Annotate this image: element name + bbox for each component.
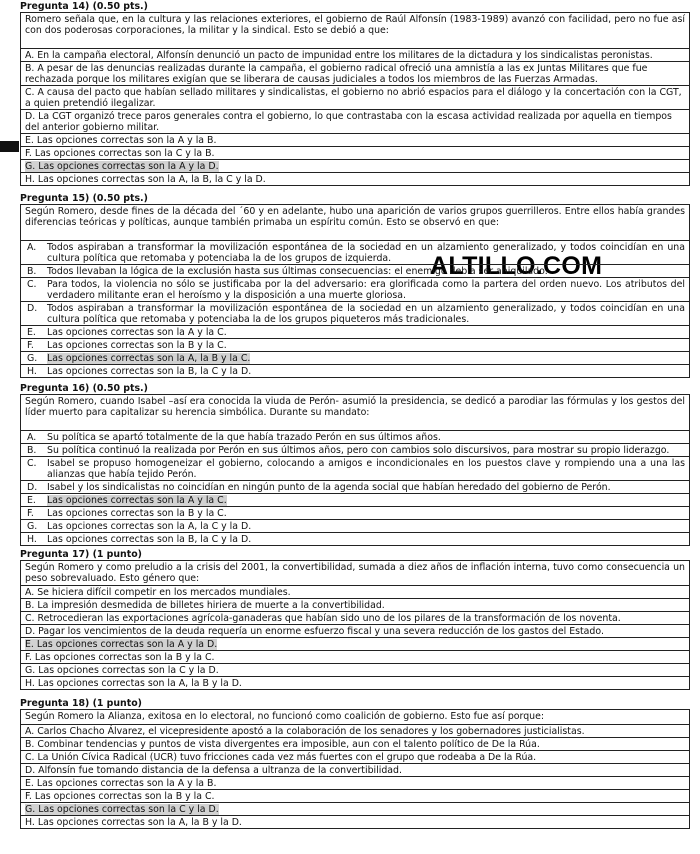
question-box bbox=[20, 12, 690, 186]
answer-option[interactable] bbox=[21, 146, 689, 159]
answer-option[interactable] bbox=[21, 133, 689, 146]
option-text: E. Las opciones correctas son la A y la B. bbox=[25, 135, 217, 146]
option-text: G. Las opciones correctas son la A y la D. bbox=[25, 161, 219, 172]
answer-option[interactable] bbox=[21, 624, 689, 637]
option-text: D. Alfonsín fue tomando distancia de la defensa a ultranza de la convertibilidad. bbox=[25, 765, 402, 776]
option-letter: E. bbox=[27, 495, 36, 506]
question-header: Pregunta 18) (1 punto) bbox=[20, 698, 142, 709]
option-text: A. Se hiciera difícil competir en los mercados mundiales. bbox=[25, 587, 291, 598]
answer-option[interactable] bbox=[21, 789, 689, 802]
option-text: A. En la campaña electoral, Alfonsín denunció un pacto de impunidad entre los militares de la dictadura y los sindicalistas peronistas. bbox=[25, 50, 653, 61]
answer-option[interactable] bbox=[21, 815, 689, 828]
question-box bbox=[20, 204, 690, 378]
answer-option[interactable] bbox=[21, 650, 689, 663]
option-text: Las opciones correctas son la B y la C. bbox=[47, 340, 227, 351]
option-text: Las opciones correctas son la A, la B y la C. bbox=[47, 353, 251, 364]
answer-option[interactable] bbox=[21, 240, 689, 264]
option-letter: D. bbox=[27, 482, 38, 493]
answer-option[interactable] bbox=[21, 301, 689, 325]
answer-option[interactable] bbox=[21, 159, 689, 172]
answer-option[interactable] bbox=[21, 676, 689, 689]
answer-option[interactable] bbox=[21, 519, 689, 532]
answer-option[interactable] bbox=[21, 585, 689, 598]
option-text: Para todos, la violencia no sólo se justificaba por la del adversario: era glorificada como la partera del orden nuevo. Los atributos del verdadero militante eran el heroísmo y la disposición a una muerte gloriosa. bbox=[47, 279, 685, 301]
option-text: B. Combinar tendencias y puntos de vista divergentes era imposible, aun con el talento político de De la Rúa. bbox=[25, 739, 540, 750]
option-letter: C. bbox=[27, 279, 37, 290]
answer-option[interactable] bbox=[21, 264, 689, 277]
answer-option[interactable] bbox=[21, 480, 689, 493]
option-letter: A. bbox=[27, 242, 37, 253]
option-letter: D. bbox=[27, 303, 38, 314]
answer-option[interactable] bbox=[21, 456, 689, 480]
option-text: Las opciones correctas son la B, la C y la D. bbox=[47, 534, 252, 545]
answer-option[interactable] bbox=[21, 364, 689, 377]
answer-option[interactable] bbox=[21, 493, 689, 506]
option-letter: B. bbox=[27, 445, 37, 456]
question-stem: Según Romero y como preludio a la crisis del 2001, la convertibilidad, sumada a diez años de inflación interna, tuvo como consecuencia un peso sobrevaluado. Esto género que: bbox=[25, 562, 685, 585]
option-text: F. Las opciones correctas son la C y la B. bbox=[25, 148, 215, 159]
option-text: H. Las opciones correctas son la A, la B, la C y la D. bbox=[25, 174, 266, 185]
option-text: H. Las opciones correctas son la A, la B y la D. bbox=[25, 817, 242, 828]
answer-option[interactable] bbox=[21, 430, 689, 443]
option-letter: A. bbox=[27, 432, 37, 443]
option-text: Las opciones correctas son la A y la C. bbox=[47, 327, 227, 338]
option-letter: H. bbox=[27, 534, 37, 545]
option-text: Todos aspiraban a transformar la movilización espontánea de la sociedad en un alzamiento generalizado, y todos coincidían en una cultura política que retomaba y potenciaba la de los grupos piqueteros más tradicionales. bbox=[47, 303, 685, 325]
option-text: H. Las opciones correctas son la A, la B y la D. bbox=[25, 678, 242, 689]
answer-option[interactable] bbox=[21, 325, 689, 338]
option-letter: B. bbox=[27, 266, 37, 277]
option-text: C. Retrocedieran las exportaciones agrícola-ganaderas que habían sido uno de los pilares de la transformación de los noventa. bbox=[25, 613, 621, 624]
option-letter: E. bbox=[27, 327, 36, 338]
answer-option[interactable] bbox=[21, 637, 689, 650]
answer-option[interactable] bbox=[21, 85, 689, 109]
answer-option[interactable] bbox=[21, 776, 689, 789]
option-letter: G. bbox=[27, 521, 38, 532]
answer-option[interactable] bbox=[21, 172, 689, 185]
answer-option[interactable] bbox=[21, 611, 689, 624]
option-text: Las opciones correctas son la B y la C. bbox=[47, 508, 227, 519]
answer-option[interactable] bbox=[21, 443, 689, 456]
option-text: G. Las opciones correctas son la C y la D. bbox=[25, 665, 219, 676]
answer-option[interactable] bbox=[21, 750, 689, 763]
option-text: Todos llevaban la lógica de la exclusión hasta sus últimas consecuencias: el enemigo debía ser aniquilado. bbox=[47, 266, 548, 277]
option-letter: C. bbox=[27, 458, 37, 469]
option-text: C. La Unión Cívica Radical (UCR) tuvo fricciones cada vez más fuertes con el grupo que rodeaba a De la Rúa. bbox=[25, 752, 537, 763]
question-stem: Según Romero, desde fines de la década del ´60 y en adelante, hubo una aparición de varios grupos guerrilleros. Entre ellos había grandes diferencias teóricas y políticas, aunque también primaba un espíritu común. Esto se observó en que: bbox=[25, 206, 685, 229]
option-text: F. Las opciones correctas son la B y la C. bbox=[25, 652, 215, 663]
option-text: B. La impresión desmedida de billetes hiriera de muerte a la convertibilidad. bbox=[25, 600, 385, 611]
answer-option[interactable] bbox=[21, 506, 689, 519]
answer-option[interactable] bbox=[21, 277, 689, 301]
option-text: E. Las opciones correctas son la A y la B. bbox=[25, 778, 217, 789]
option-text: Isabel se propuso homogeneizar el gobierno, colocando a amigos e incondicionales en los puestos clave y rompiendo una a una las alianzas que había tejido Perón. bbox=[47, 458, 685, 480]
question-header: Pregunta 14) (0.50 pts.) bbox=[20, 1, 148, 12]
option-text: A. Carlos Chacho Álvarez, el vicepresidente apostó a la colaboración de los senadores y los gobernadores justicialistas. bbox=[25, 726, 585, 737]
option-text: E. Las opciones correctas son la A y la D. bbox=[25, 639, 218, 650]
question-header: Pregunta 15) (0.50 pts.) bbox=[20, 193, 148, 204]
question-stem: Según Romero la Alianza, exitosa en lo electoral, no funcionó como coalición de gobierno. Esto fue así porque: bbox=[25, 711, 545, 722]
option-letter: H. bbox=[27, 366, 37, 377]
option-text: Isabel y los sindicalistas no coincidían en ningún punto de la agenda social que habían heredado del gobierno de Perón. bbox=[47, 482, 611, 493]
answer-option[interactable] bbox=[21, 48, 689, 61]
question-box bbox=[20, 560, 690, 690]
option-letter: G. bbox=[27, 353, 38, 364]
option-text: D. Pagar los vencimientos de la deuda requería un enorme esfuerzo fiscal y una severa reducción de los gastos del Estado. bbox=[25, 626, 604, 637]
watermark: ALTILLO.COM bbox=[430, 252, 603, 280]
question-header: Pregunta 17) (1 punto) bbox=[20, 549, 142, 560]
answer-option[interactable] bbox=[21, 663, 689, 676]
question-box bbox=[20, 394, 690, 546]
option-text: G. Las opciones correctas son la C y la D. bbox=[25, 804, 219, 815]
answer-option[interactable] bbox=[21, 338, 689, 351]
option-text: Las opciones correctas son la B, la C y la D. bbox=[47, 366, 252, 377]
answer-option[interactable] bbox=[21, 61, 689, 85]
answer-option[interactable] bbox=[21, 351, 689, 364]
margin-mark bbox=[0, 141, 19, 152]
option-text: C. A causa del pacto que habían sellado militares y sindicalistas, el gobierno no abrió espacios para el diálogo y la concertación con la CGT, a quien pretendió ilegalizar. bbox=[25, 87, 682, 109]
answer-option[interactable] bbox=[21, 724, 689, 737]
question-header: Pregunta 16) (0.50 pts.) bbox=[20, 383, 148, 394]
option-text: D. La CGT organizó trece paros generales contra el gobierno, lo que contrastaba con la escasa actividad realizada por aquella en tiempos del anterior gobierno militar. bbox=[25, 111, 672, 133]
answer-option[interactable] bbox=[21, 109, 689, 133]
option-letter: F. bbox=[27, 508, 34, 519]
answer-option[interactable] bbox=[21, 737, 689, 750]
answer-option[interactable] bbox=[21, 802, 689, 815]
answer-option[interactable] bbox=[21, 763, 689, 776]
option-letter: F. bbox=[27, 340, 34, 351]
option-text: B. A pesar de las denuncias realizadas durante la campaña, el gobierno radical ofreció una amnistía a las ex Juntas Militares que fue rechazada porque los militares exigían que se liberara de causas judiciales a todos los miembros de las Fuerzas Armadas. bbox=[25, 63, 648, 85]
answer-option[interactable] bbox=[21, 598, 689, 611]
question-stem: Romero señala que, en la cultura y las relaciones exteriores, el gobierno de Raúl Alfonsín (1983-1989) avanzó con facilidad, pero no fue así con dos poderosas corporaciones, la militar y la sindical. Esto se debió a que: bbox=[25, 14, 685, 37]
option-text: Su política se apartó totalmente de la que había trazado Perón en sus últimos años. bbox=[47, 432, 441, 443]
question-box bbox=[20, 709, 690, 829]
answer-option[interactable] bbox=[21, 532, 689, 545]
option-text: Las opciones correctas son la A, la C y la D. bbox=[47, 521, 252, 532]
option-text: Su política continuó la realizada por Perón en sus últimos años, pero con cambios solo discursivos, para mostrar su propio liderazgo. bbox=[47, 445, 670, 456]
option-text: F. Las opciones correctas son la B y la C. bbox=[25, 791, 215, 802]
option-text: Todos aspiraban a transformar la movilización espontánea de la sociedad en un alzamiento generalizado, y todos coincidían en una cultura política que retomaba y potenciaba la de los grupos de izquierda. bbox=[47, 242, 685, 264]
option-text: Las opciones correctas son la A y la C. bbox=[47, 495, 227, 506]
question-stem: Según Romero, cuando Isabel –así era conocida la viuda de Perón- asumió la presidencia, se dedicó a parodiar las fórmulas y los gestos del líder muerto para capitalizar su herencia simbólica. Durante su mandato: bbox=[25, 396, 685, 419]
